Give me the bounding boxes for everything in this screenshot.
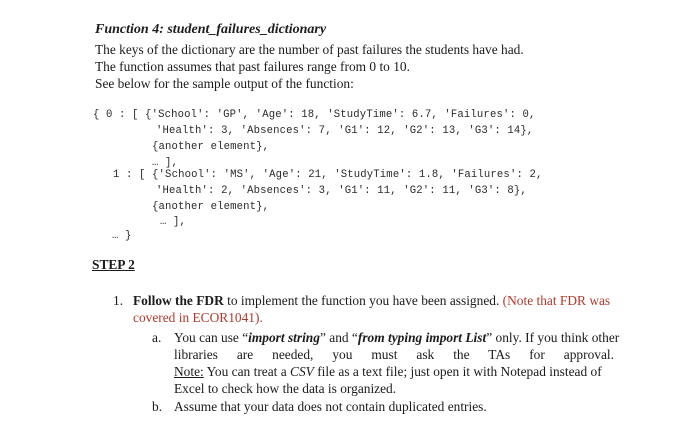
function-heading: Function 4: student_failures_dictionary <box>95 22 327 37</box>
import-string-text: import string <box>248 330 320 345</box>
code-line: … ], <box>160 216 187 228</box>
code-line: { 0 : [ {'School': 'GP', 'Age': 18, 'StudyTime': 6.7, 'Failures': 0, <box>93 109 536 121</box>
code-line: 'Health': 3, 'Absences': 7, 'G1': 12, 'G2': 13, 'G3': 14}, <box>156 125 534 137</box>
import-list-text: from typing import List <box>357 330 487 345</box>
item-1-number: 1. <box>113 293 124 308</box>
intro-line-2: The function assumes that past failures range from 0 to 10. <box>95 59 410 74</box>
item-a-letter: a. <box>152 330 162 345</box>
code-line: … ], <box>152 157 179 169</box>
step-title: STEP 2 <box>92 257 135 272</box>
code-line: {another element}, <box>152 201 270 213</box>
note-label: Note: <box>174 364 204 379</box>
code-line: 'Health': 2, 'Absences': 3, 'G1': 11, 'G2': 11, 'G3': 8}, <box>156 185 527 197</box>
item-1-line-2: covered in ECOR1041). <box>133 310 263 325</box>
item-1-line-1 <box>133 293 610 309</box>
item-a-line-1: You can use “import string” and “from typing import List” only. If you think other <box>174 330 620 345</box>
intro-line-1: The keys of the dictionary are the number of past failures the students have had. <box>95 42 524 57</box>
code-line: {another element}, <box>152 141 270 153</box>
code-line: … } <box>112 230 132 242</box>
item-a-line-4: Excel to check how the data is organized. <box>174 381 397 396</box>
intro-line-3: See below for the sample output of the function: <box>95 76 354 91</box>
item-a-line-3: Note: You can treat a CSV file as a text file; just open it with Notepad instead of <box>174 364 602 379</box>
item-b-letter: b. <box>152 399 163 414</box>
code-line: 1 : [ {'School': 'MS', 'Age': 21, 'StudyTime': 1.8, 'Failures': 2, <box>113 169 543 181</box>
item-a-line-2: libraries are needed, you must ask the TAs for approval. <box>174 347 614 362</box>
item-b-text: Assume that your data does not contain duplicated entries. <box>174 399 487 414</box>
item-1-bold: Follow the FDR <box>133 293 224 308</box>
item-1-note: (Note that FDR was <box>502 293 611 308</box>
item-1-text: to implement the function you have been assigned. <box>223 293 503 308</box>
